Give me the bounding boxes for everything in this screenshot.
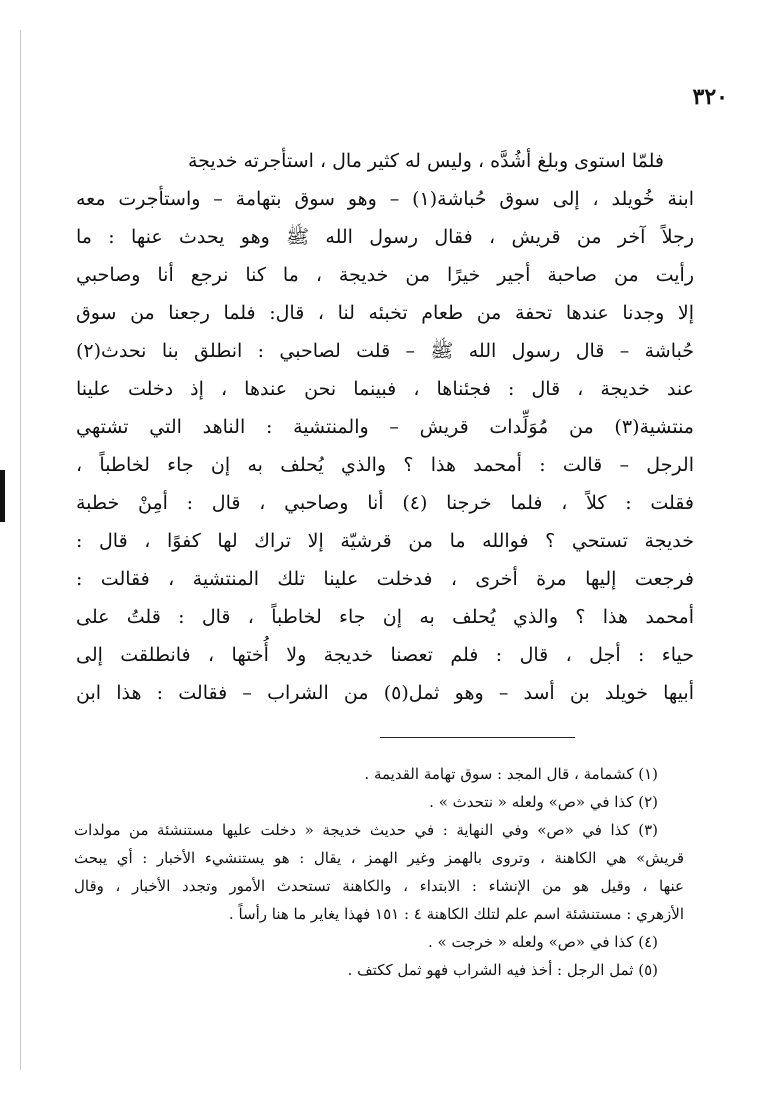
footnote: (٣) كذا في «ص» وفي النهاية : في حديث خديجة « دخلت عليها مستنشئة من مولدات bbox=[74, 821, 658, 839]
main-text bbox=[76, 142, 694, 712]
footnote: (٥) ثمل الرجل : أخذ فيه الشراب فهو ثمل ككتف . bbox=[347, 961, 658, 979]
text-line: فرجعت إليها مرة أخرى ، فدخلت علينا تلك المنتشية ، فقالت : bbox=[76, 568, 694, 590]
text-line: فقلت : كلاً ، فلما خرجنا (٤) أنا وصاحبي ، قال : أمِنْ خطبة bbox=[76, 492, 694, 514]
binding-edge-line bbox=[20, 30, 21, 1070]
footnote-continuation: قريش» هي الكاهنة ، وتروى بالهمز وغير الهمز ، يقال : هو يستنشيء الأخبار : أي يبحث bbox=[74, 849, 684, 867]
text-line: خديجة تستحي ؟ فوالله ما من قرشيّة إلا تراك لها كفوًا ، قال : bbox=[76, 530, 694, 552]
footnote-continuation: الأزهري : مستنشئة اسم علم لتلك الكاهنة ٤ : ١٥١ فهذا يغاير ما هنا رأساً . bbox=[228, 905, 684, 923]
footnotes bbox=[74, 760, 684, 984]
text-line: ابنة خُويلد ، إلى سوق حُباشة(١) – وهو سوق بتهامة – واستأجرت معه bbox=[76, 188, 694, 210]
page-edge-mark bbox=[0, 470, 5, 522]
footnote-continuation: عنها ، وقيل هو من الإنشاء : الابتداء ، والكاهنة تستحدث الأمور وتجدد الأخبار ، وقال bbox=[74, 877, 684, 895]
text-line: حُباشة – قال رسول الله ﷺ – قلت لصاحبي : انطلق بنا نحدث(٢) bbox=[76, 340, 694, 362]
footnote-separator bbox=[380, 737, 575, 738]
footnote: (٤) كذا في «ص» ولعله « خرجت » . bbox=[428, 933, 658, 951]
text-line: عند خديجة ، قال : فجئناها ، فبينما نحن عندها ، إذ دخلت علينا bbox=[76, 378, 694, 400]
text-line: رجلاً آخر من قريش ، فقال رسول الله ﷺ وهو يحدث عنها : ما bbox=[76, 226, 694, 248]
footnote: (٢) كذا في «ص» ولعله « نتحدث » . bbox=[429, 793, 658, 811]
text-line: رأيت من صاحبة أجير خيرًا من خديجة ، ما كنا نرجع أنا وصاحبي bbox=[76, 264, 694, 286]
text-line: أمحمد هذا ؟ والذي يُحلف به إن جاء لخاطباً ، قال : قلتُ على bbox=[76, 606, 694, 628]
footnote: (١) كشمامة ، قال المجد : سوق تهامة القديمة . bbox=[364, 765, 658, 783]
text-line: منتشية(٣) من مُوَلِّدات قريش – والمنتشية : الناهد التي تشتهي bbox=[76, 416, 694, 438]
text-line: أبيها خويلد بن أسد – وهو ثمل(٥) من الشراب – فقالت : هذا ابن bbox=[76, 682, 694, 704]
page-number: ٣٢٠ bbox=[692, 84, 728, 110]
text-line: فلمّا استوى وبلغ أشُدَّه ، وليس له كثير مال ، استأجرته خديجة bbox=[187, 150, 664, 172]
text-line: إلا وجدنا عندها تحفة من طعام تخبئه لنا ، قال: فلما رجعنا من سوق bbox=[76, 302, 694, 324]
text-line: الرجل – قالت : أمحمد هذا ؟ والذي يُحلف به إن جاء لخاطباً ، bbox=[76, 454, 694, 476]
text-line: حياء : أجل ، قال : فلم تعصنا خديجة ولا أُختها ، فانطلقت إلى bbox=[76, 644, 694, 666]
